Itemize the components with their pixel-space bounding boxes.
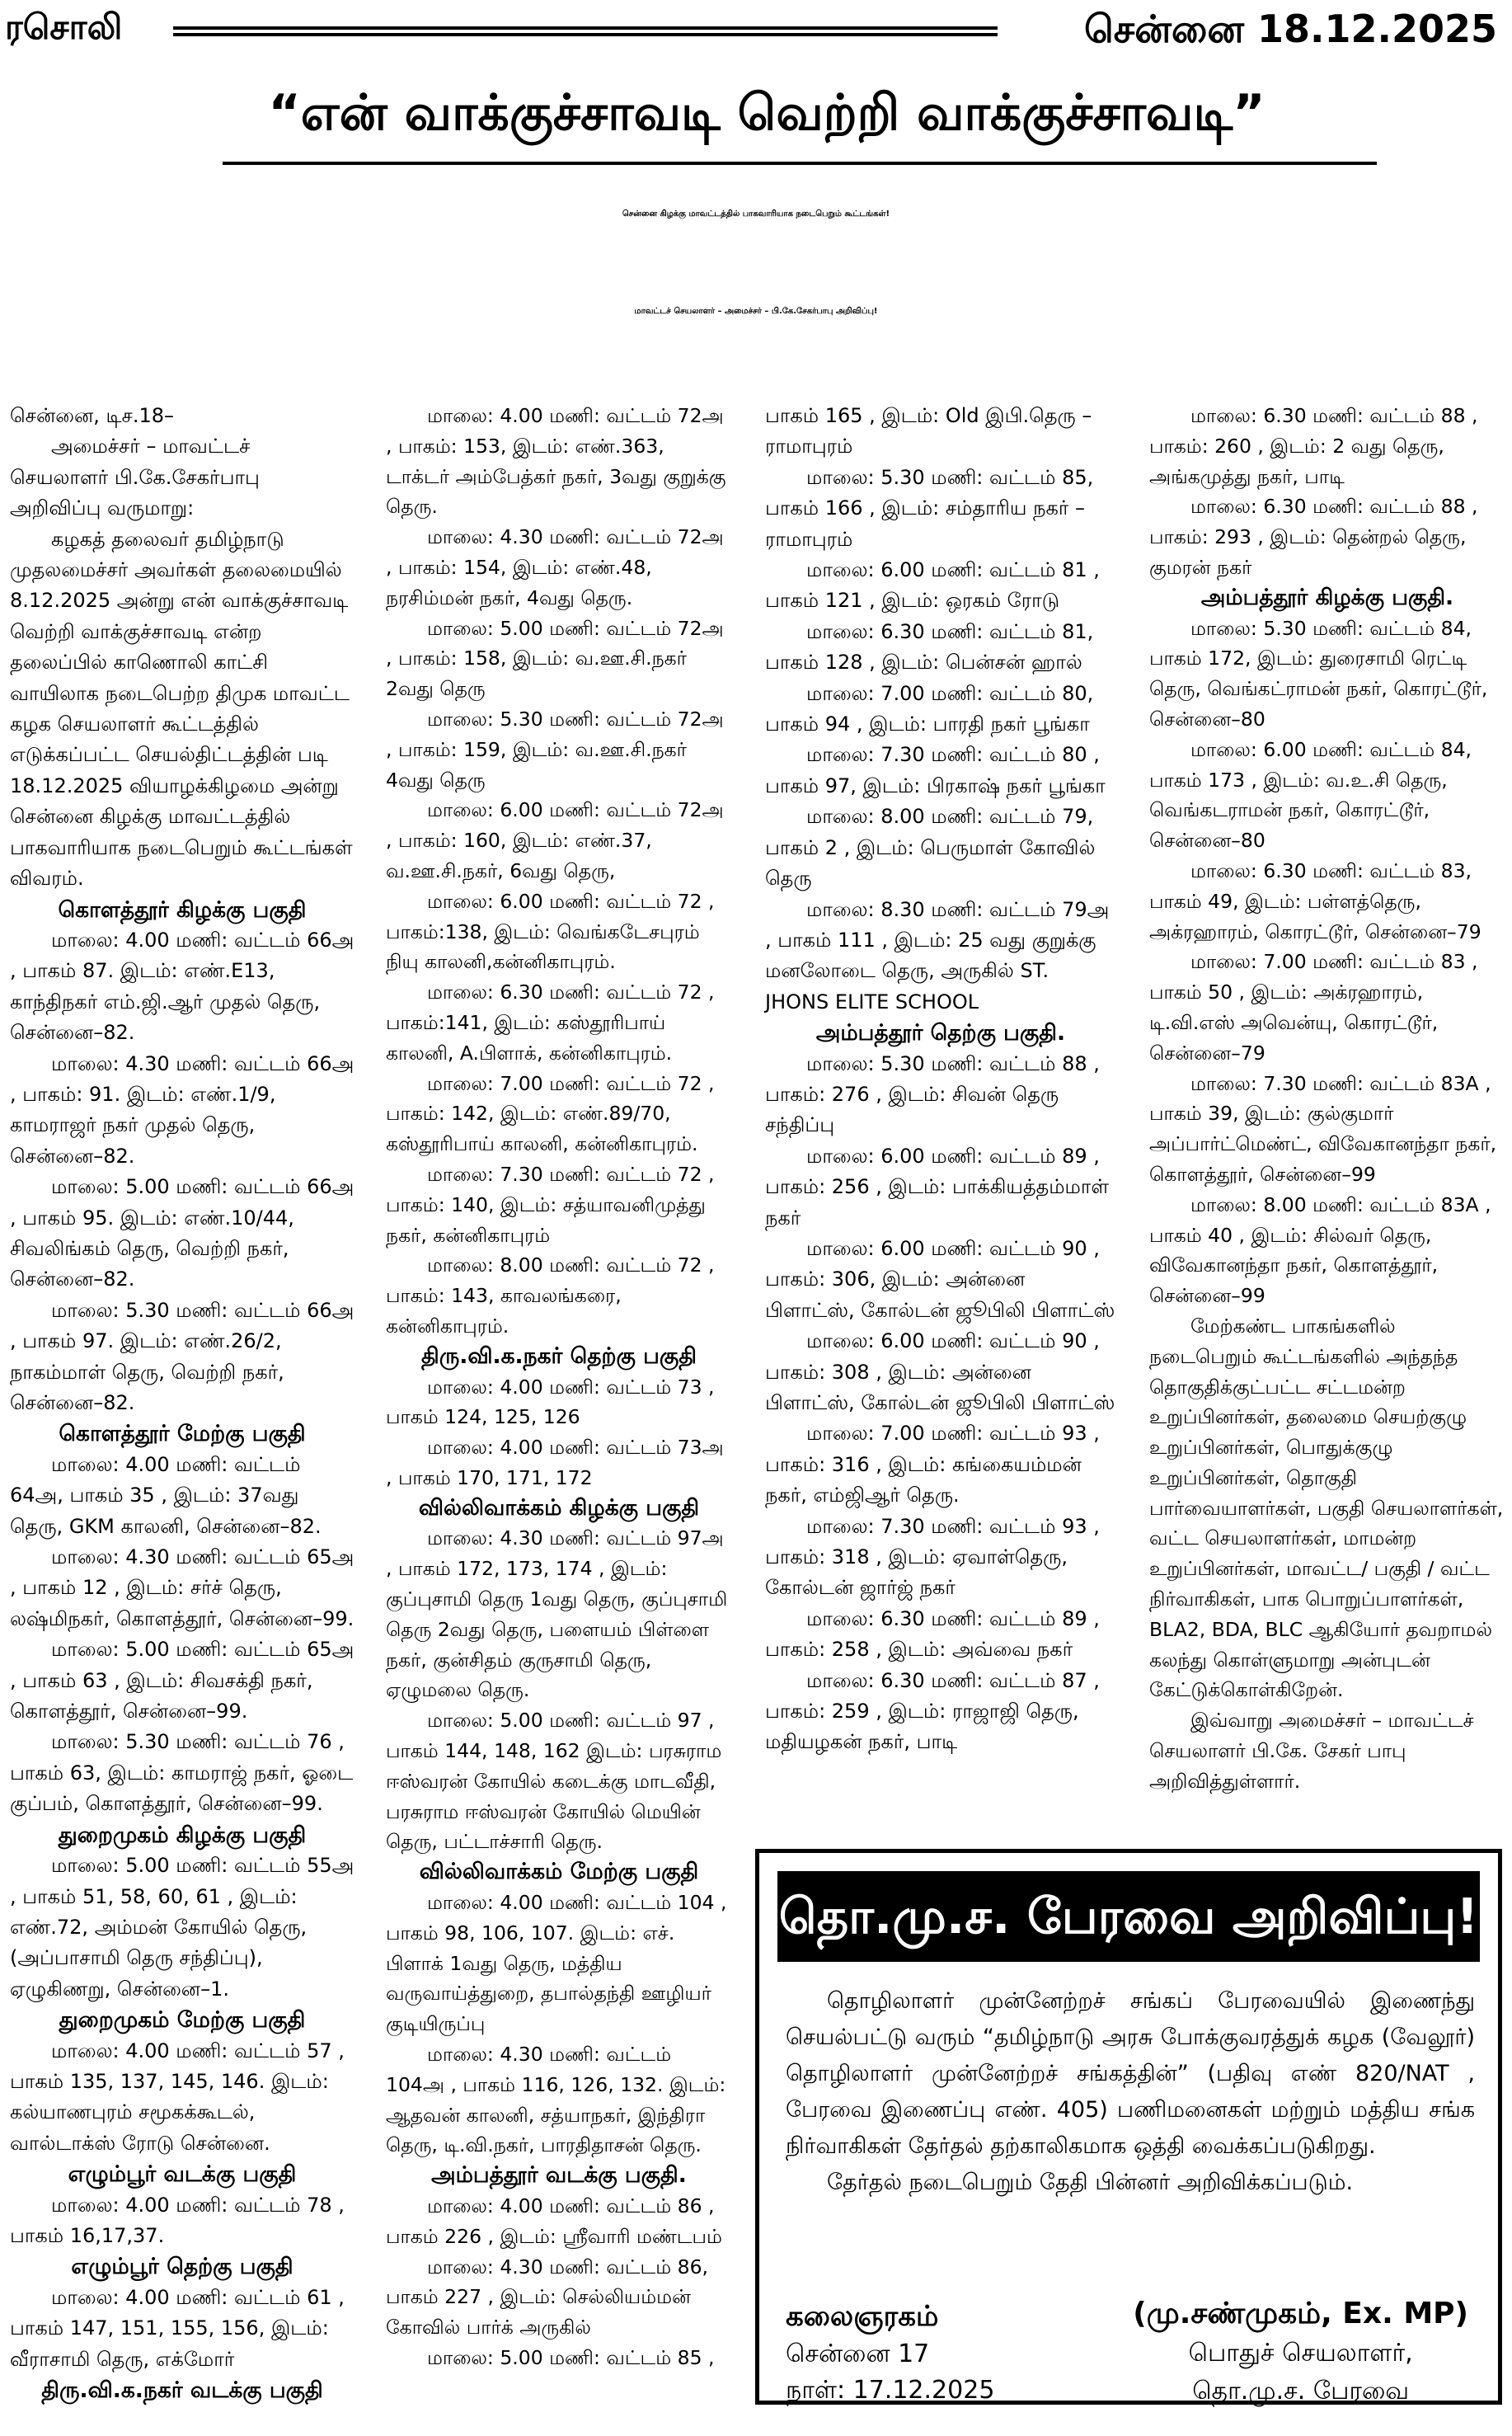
section-heading: கொளத்தூர் மேற்கு பகுதி [59, 1421, 306, 1447]
paragraph: மாலை: 4.00 மணி: வட்டம் 86 , பாகம் 226 , இடம்: ஸ்ரீவாரி மண்டபம் [386, 2194, 722, 2248]
masthead-rule [173, 26, 998, 36]
headline: சென்னை கிழக்கு மாவட்டத்தில் பாகவாரியாக நடைபெறும் கூட்டங்கள்! [622, 209, 890, 219]
paragraph: மாலை: 4.00 மணி: வட்டம் 73 , பாகம் 124, 125, 126 [386, 1375, 715, 1429]
section-heading: அம்பத்தூர் தெற்கு பகுதி. [815, 1020, 1066, 1046]
union-notice-box [755, 1849, 1502, 2405]
paragraph: மாலை: 6.30 மணி: வட்டம் 83, பாகம் 49, இடம்: பள்ளத்தெரு, அக்ரஹாரம், கொரட்டூர், சென்னை–79 [1149, 858, 1481, 943]
notice-city: சென்னை 17 [786, 2340, 930, 2368]
paragraph: மாலை: 7.30 மணி: வட்டம் 72 , பாகம்: 140, இடம்: சத்யாவனிமுத்து நகர், கன்னிகாபுரம் [386, 1162, 715, 1247]
article-column-1 [10, 401, 355, 2405]
signatory-org: தொ.மு.ச. பேரவை [1192, 2377, 1410, 2405]
paragraph: மாலை: 4.00 மணி: வட்டம் 66அ , பாகம் 87. இடம்: எண்.E13, காந்திநகர் எம்.ஜி.ஆர் முதல் தெரு, சென்னை–82. [10, 928, 355, 1045]
section-heading: எழும்பூர் வடக்கு பகுதி [68, 2161, 297, 2188]
section-heading: திரு.வி.க.நகர் வடக்கு பகுதி [41, 2377, 323, 2403]
paragraph: மாலை: 7.00 மணி: வட்டம் 93 , பாகம்: 316 , இடம்: கங்கையம்மன் நகர், எம்ஜிஆர் தெரு. [765, 1422, 1100, 1507]
paragraph: மாலை: 7.00 மணி: வட்டம் 83 , பாகம் 50 , இடம்: அக்ரஹாரம், டி.வி.எஸ் அவென்யு, கொரட்டூர், சென்னை–79 [1149, 950, 1478, 1065]
paragraph: மாலை: 4.00 மணி: வட்டம் 72அ , பாகம்: 153, இடம்: எண்.363, டாக்டர் அம்பேத்கர் நகர், 3வது குறுக்கு தெரு. [386, 404, 726, 519]
article-column-3 [765, 401, 1116, 1758]
paragraph: மாலை: 7.00 மணி: வட்டம் 72 , பாகம்: 142, இடம்: எண்.89/70, கஸ்தூரிபாய் காலனி, கன்னிகாபுரம். [386, 1071, 715, 1156]
paragraph: மாலை: 4.00 மணி: வட்டம் 78 , பாகம் 16,17,37. [10, 2193, 345, 2247]
paragraph: மாலை: 5.30 மணி: வட்டம் 72அ , பாகம்: 159, இடம்: வ.ஊ.சி.நகர் 4வது தெரு [386, 707, 724, 792]
paragraph: மாலை: 6.30 மணி: வட்டம் 89 , பாகம்: 258 , இடம்: அவ்வை நகர் [765, 1606, 1100, 1662]
text-line: பாகம் 165 , இடம்: Old இபி.தெரு – ராமாபுரம் [765, 404, 1092, 459]
paragraph: மாலை: 8.00 மணி: வட்டம் 72 , பாகம்: 143, காவலங்கரை, கன்னிகாபுரம். [386, 1253, 715, 1338]
paragraph: மாலை: 6.30 மணி: வட்டம் 88 , பாகம்: 293 , இடம்: தென்றல் தெரு, குமரன் நகர் [1149, 495, 1478, 579]
section-heading: துறைமுகம் கிழக்கு பகுதி [58, 1822, 307, 1848]
paragraph: மாலை: 7.30 மணி: வட்டம் 80 , பாகம் 97, இடம்: பிரகாஷ் நகர் பூங்கா [765, 743, 1106, 797]
paragraph: மாலை: 6.00 மணி: வட்டம் 90 , பாகம்: 306, இடம்: அன்னை பிளாட்ஸ், கோல்டன் ஜூபிலி பிளாட்ஸ் [765, 1236, 1115, 1322]
paragraph: மேற்கண்ட பாகங்களில் நடைபெறும் கூட்டங்களில் அந்தந்த தொகுதிக்குட்பட்ட சட்டமன்ற உறுப்பினர்கள், தலைமை செயற்குழு உறுப்பினர்கள், பொதுக்குழு உறுப்பினர்கள், தொகுதி பார்வையாளர்கள், பகுதி செயலாளர்கள், வட்ட செயலாளர்கள், மாமன்ற உறுப்பினர்கள், மாவட்ட/ பகுதி / வட்ட நிர்வாகிகள், பாக பொறுப்பாளர்கள், BLA2, BDA, BLC ஆகியோர் தவறாமல் கலந்து கொள்ளுமாறு அன்புடன் கேட்டுக்கொள்கிறேன். [1149, 1314, 1504, 1702]
paragraph: மாலை: 5.30 மணி: வட்டம் 76 , பாகம் 63, இடம்: காமராஜ் நகர், ஓடை குப்பம், கொளத்தூர், சென்னை–99. [10, 1730, 354, 1816]
paragraph: மாலை: 5.00 மணி: வட்டம் 85 , [427, 2346, 715, 2369]
notice-paragraph: தொழிலாளர் முன்னேற்றச் சங்கப் பேரவையில் இணைந்து செயல்பட்டு வரும் “தமிழ்நாடு அரசு போக்குவரத்துக் கழக (வேலூர்) தொழிலாளர் முன்னேற்றச் சங்கத்தின்” (பதிவு எண் 820/NAT , பேரவை இணைப்பு எண். 405) பணிமனைகள் மற்றும் மத்திய சங்க நிர்வாகிகள் தேர்தல் தற்காலிகமாக ஒத்தி வைக்கப்படுகிறது. [786, 1988, 1475, 2159]
section-heading: வில்லிவாக்கம் மேற்கு பகுதி [419, 1859, 699, 1885]
paragraph: மாலை: 4.30 மணி: வட்டம் 66அ , பாகம்: 91. இடம்: எண்.1/9, காமராஜர் நகர் முதல் தெரு, சென்னை–82. [10, 1051, 355, 1168]
masthead-paper-name: ரசொலி [5, 7, 123, 47]
text-line: சென்னை, டிச.18– [10, 404, 175, 427]
notice-place-block [786, 2298, 994, 2409]
paragraph: மாலை: 4.30 மணி: வட்டம் 65அ , பாகம் 12 , இடம்: சர்ச் தெரு, லஷ்மிநகர், கொளத்தூர், சென்னை–99. [10, 1545, 355, 1630]
section-heading: கொளத்தூர் கிழக்கு பகுதி [58, 896, 307, 923]
paragraph: மாலை: 8.30 மணி: வட்டம் 79அ , பாகம் 111 , இடம்: 25 வது குறுக்கு மனலோடை தெரு, அருகில் ST. JHONS ELITE SCHOOL [765, 897, 1110, 1013]
paragraph: மாலை: 5.00 மணி: வட்டம் 72அ , பாகம்: 158, இடம்: வ.ஊ.சி.நகர் 2வது தெரு [386, 616, 724, 701]
paragraph: மாலை: 5.00 மணி: வட்டம் 97 , பாகம் 144, 148, 162 இடம்: பரசுராம ஈஸ்வரன் கோயில் கடைக்கு மாடவீதி, பரசுராம ஈஸ்வரன் கோயில் மெயின் தெரு, பட்டாச்சாரி தெரு. [386, 1709, 722, 1854]
paragraph: மாலை: 4.00 மணி: வட்டம் 104 , பாகம் 98, 106, 107. இடம்: எச். பிளாக் 1வது தெரு, மத்திய வருவாய்த்துறை, தபால்தந்தி ஊழியர் குடியிருப்பு [386, 1891, 727, 2036]
slogan-quote: “என் வாக்குச்சாவடி வெற்றி வாக்குச்சாவடி” [268, 84, 1265, 142]
article-column-2 [386, 401, 732, 2373]
paragraph: மாலை: 5.30 மணி: வட்டம் 88 , பாகம்: 276 , இடம்: சிவன் தெரு சந்திப்பு [765, 1051, 1100, 1137]
paragraph: மாலை: 7.30 மணி: வட்டம் 93 , பாகம்: 318 , இடம்: ஏவாள்தெரு, கோல்டன் ஜார்ஜ் நகர் [765, 1514, 1100, 1600]
signatory-title: பொதுச் செயலாளர், [1188, 2339, 1413, 2368]
paragraph: மாலை: 5.00 மணி: வட்டம் 65அ , பாகம் 63 , இடம்: சிவசக்தி நகர், கொளத்தூர், சென்னை–99. [10, 1638, 355, 1724]
paragraph: அமைச்சர் – மாவட்டச் செயலாளர் பி.கே.சேகர்பாபு அறிவிப்பு வருமாறு: [10, 435, 260, 520]
paragraph: மாலை: 6.30 மணி: வட்டம் 88 , பாகம்: 260 , இடம்: 2 வது தெரு, அங்கமுத்து நகர், பாடி [1149, 404, 1478, 488]
notice-body [786, 1983, 1475, 2201]
section-heading: அம்பத்தூர் வடக்கு பகுதி. [431, 2162, 687, 2189]
paragraph: மாலை: 5.30 மணி: வட்டம் 66அ , பாகம் 97. இடம்: எண்.26/2, நாகம்மாள் தெரு, வெற்றி நகர், சென்னை–82. [10, 1298, 355, 1414]
paragraph: மாலை: 6.30 மணி: வட்டம் 72 , பாகம்:141, இடம்: கஸ்தூரிபாய் காலனி, A.பிளாக், கன்னிகாபுரம். [386, 981, 715, 1065]
paragraph: இவ்வாறு அமைச்சர் – மாவட்டச் செயலாளர் பி.கே. சேகர் பாபு அறிவித்துள்ளார். [1149, 1709, 1474, 1793]
paragraph: மாலை: 6.30 மணி: வட்டம் 81, பாகம் 128 , இடம்: பென்சன் ஹால் [765, 619, 1094, 675]
notice-date: நாள்: 17.12.2025 [786, 2376, 995, 2405]
signatory-name: (மு.சண்முகம், Ex. MP) [1133, 2297, 1468, 2330]
paragraph: மாலை: 5.30 மணி: வட்டம் 84, பாகம் 172, இடம்: துரைசாமி ரெட்டி தெரு, வெங்கட்ராமன் நகர், கொரட்டூர், சென்னை–80 [1149, 616, 1488, 731]
paragraph: மாலை: 4.30 மணி: வட்டம் 97அ , பாகம் 172, 173, 174 , இடம்: குப்புசாமி தெரு 1வது தெரு, குப்புசாமி தெரு 2வது தெரு, பளையம் பிள்ளை நகர், குன்சிதம் குருசாமி தெரு, ஏழுமலை தெரு. [386, 1526, 728, 1702]
section-heading: வில்லிவாக்கம் கிழக்கு பகுதி [418, 1494, 700, 1521]
paragraph: மாலை: 7.00 மணி: வட்டம் 80, பாகம் 94 , இடம்: பாரதி நகர் பூங்கா [765, 681, 1094, 736]
notice-place: கலைஞரகம் [786, 2300, 939, 2333]
paragraph: மாலை: 4.00 மணி: வட்டம் 61 , பாகம் 147, 151, 155, 156, இடம்: வீராசாமி தெரு, எக்மோர் [10, 2285, 345, 2371]
paragraph: கழகத் தலைவர் தமிழ்நாடு முதலமைச்சர் அவர்கள் தலைமையில் 8.12.2025 அன்று என் வாக்குச்சாவடி வெற்றி வாக்குச்சாவடி என்ற தலைப்பில் காணொலி காட்சி வாயிலாக நடைபெற்ற திமுக மாவட்ட கழக செயலாளர் கூட்டத்தில் எடுக்கப்பட்ட செயல்திட்டத்தின் படி 18.12.2025 வியாழக்கிழமை அன்று சென்னை கிழக்கு மாவட்டத்தில் பாகவாரியாக நடைபெறும் கூட்டங்கள் விவரம். [10, 527, 353, 891]
paragraph: மாலை: 6.00 மணி: வட்டம் 89 , பாகம்: 256 , இடம்: பாக்கியத்தம்மாள் நகர் [765, 1144, 1110, 1230]
paragraph: மாலை: 6.00 மணி: வட்டம் 72 , பாகம்:138, இடம்: வெங்கடேசபுரம் நியு காலனி,கன்னிகாபுரம். [386, 889, 715, 974]
paragraph: மாலை: 4.30 மணி: வட்டம் 72அ , பாகம்: 154, இடம்: எண்.48, நரசிம்மன் நகர், 4வது தெரு. [386, 525, 724, 609]
section-heading: அம்பத்தூர் கிழக்கு பகுதி. [1200, 584, 1454, 610]
paragraph: மாலை: 6.30 மணி: வட்டம் 87 , பாகம்: 259 , இடம்: ராஜாஜி தெரு, மதியழகன் நகர், பாடி [765, 1668, 1100, 1754]
paragraph: மாலை: 8.00 மணி: வட்டம் 79, பாகம் 2 , இடம்: பெருமாள் கோவில் தெரு [765, 805, 1096, 891]
section-heading: எழும்பூர் தெற்கு பகுதி [71, 2254, 293, 2280]
paragraph: மாலை: 6.00 மணி: வட்டம் 72அ , பாகம்: 160, இடம்: எண்.37, வ.ஊ.சி.நகர், 6வது தெரு, [386, 798, 724, 882]
paragraph: மாலை: 4.00 மணி: வட்டம் 73அ , பாகம் 170, 171, 172 [386, 1436, 724, 1489]
paragraph: மாலை: 5.00 மணி: வட்டம் 55அ , பாகம் 51, 58, 60, 61 , இடம்: எண்.72, அம்மன் கோயில் தெரு, (அப்பாசாமி தெரு சந்திப்பு), ஏழுகிணறு, சென்னை–1. [10, 1854, 355, 2001]
paragraph: மாலை: 4.30 மணி: வட்டம் 104அ , பாகம் 116, 126, 132. இடம்: ஆதவன் காலனி, சத்யாநகர், இந்திரா தெரு, டி.வி.நகர், பாரதிதாசன் தெரு. [386, 2043, 726, 2157]
masthead-date: சென்னை 18.12.2025 [1083, 7, 1497, 51]
notice-paragraph: தேர்தல் நடைபெறும் தேதி பின்னர் அறிவிக்கப்படும். [827, 2170, 1354, 2195]
paragraph: மாலை: 5.00 மணி: வட்டம் 66அ , பாகம் 95. இடம்: எண்.10/44, சிவலிங்கம் தெரு, வெற்றி நகர், சென்னை–82. [10, 1175, 355, 1291]
notice-title: தொ.மு.ச. பேரவை அறிவிப்பு! [777, 1871, 1480, 1962]
notice-signature-block [1133, 2295, 1468, 2410]
paragraph: மாலை: 4.00 மணி: வட்டம் 57 , பாகம் 135, 137, 145, 146. இடம்: கல்யாணபுரம் சமூகக்கூடல், வால்டாக்ஸ் ரோடு சென்னை. [10, 2039, 345, 2155]
slogan-underline [223, 162, 1377, 165]
section-heading: துறைமுகம் மேற்கு பகுதி [59, 2007, 306, 2034]
paragraph: மாலை: 4.00 மணி: வட்டம் 64அ, பாகம் 35 , இடம்: 37வது தெரு, GKM காலனி, சென்னை–82. [10, 1452, 322, 1538]
subheadline: மாவட்டச் செயலாளர் – அமைச்சர் – பி.கே.சேகர்பாபு அறிவிப்பு! [634, 307, 878, 316]
paragraph: மாலை: 5.30 மணி: வட்டம் 85, பாகம் 166 , இடம்: சம்தாரிய நகர் – ராமாபுரம் [765, 465, 1094, 551]
section-heading: திரு.வி.க.நகர் தெற்கு பகுதி [421, 1343, 697, 1369]
article-column-4 [1149, 401, 1505, 1797]
paragraph: மாலை: 7.30 மணி: வட்டம் 83A , பாகம் 39, இடம்: குல்குமார் அப்பார்ட்மெண்ட், விவேகானந்தா நகர், கொளத்தூர், சென்னை–99 [1149, 1071, 1497, 1186]
paragraph: மாலை: 6.00 மணி: வட்டம் 90 , பாகம்: 308 , இடம்: அன்னை பிளாட்ஸ், கோல்டன் ஜூபிலி பிளாட்ஸ் [765, 1329, 1115, 1414]
paragraph: மாலை: 6.00 மணி: வட்டம் 81 , பாகம் 121 , இடம்: ஒரகம் ரோடு [765, 558, 1100, 613]
paragraph: மாலை: 4.30 மணி: வட்டம் 86, பாகம் 227 , இடம்: செல்லியம்மன் கோவில் பார்க் அருகில் [386, 2255, 709, 2340]
paragraph: மாலை: 8.00 மணி: வட்டம் 83A , பாகம் 40 , இடம்: சில்வர் தெரு, விவேகானந்தா நகர், கொளத்தூர், சென்னை–99 [1149, 1192, 1491, 1308]
paragraph: மாலை: 6.00 மணி: வட்டம் 84, பாகம் 173 , இடம்: வ.உ.சி தெரு, வெங்கடராமன் நகர், கொரட்டூர், சென்னை–80 [1149, 737, 1472, 853]
